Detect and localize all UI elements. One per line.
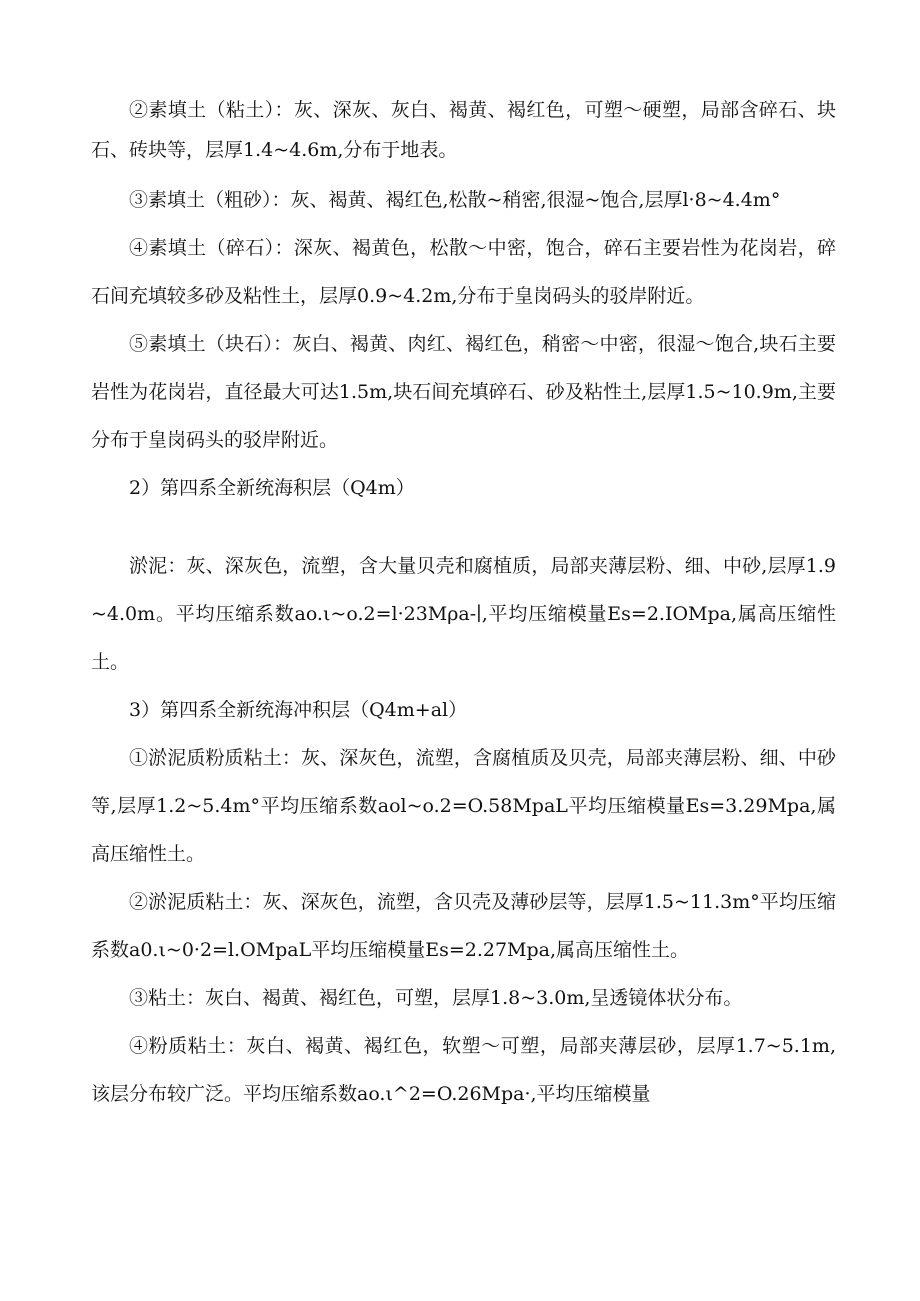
- paragraph-silty-clay-mucky: ①淤泥质粉质粘土：灰、深灰色，流塑，含腐植质及贝壳，局部夹薄层粉、细、中砂等,层厚1.2~5.4m°平均压缩系数aol~o.2=O.58MpaL平均压缩模量Es=3.29Mpa,属高压缩性土。: [91, 747, 836, 865]
- paragraph-fill-boulder: ⑤素填土（块石）：灰白、褐黄、肉红、褐红色，稍密～中密，很湿～饱合,块石主要岩性为花岗岩，直径最大可达1.5m,块石间充填碎石、砂及粘性土,层厚1.5~10.9m,主要分布于皇岗码头的驳岸附近。: [91, 333, 836, 451]
- section-heading-marine-alluvial-deposit: 3）第四系全新统海冲积层（Q4m+al）: [129, 699, 468, 721]
- paragraph-silt: 淤泥：灰、深灰色，流塑，含大量贝壳和腐植质，局部夹薄层粉、细、中砂,层厚1.9~4.0m。平均压缩系数ao.ι~o.2=l·23Mρa-∣,平均压缩模量Es=2.IOMpa,属高压缩性土。: [91, 555, 836, 673]
- paragraph-mucky-clay: ②淤泥质粘土：灰、深灰色，流塑，含贝壳及薄砂层等，层厚1.5~11.3m°平均压缩系数a0.ι~0·2=l.OMpaL平均压缩模量Es=2.27Mpa,属高压缩性土。: [91, 891, 836, 961]
- paragraph-fill-gravel: ④素填土（碎石）：深灰、褐黄色，松散～中密，饱合，碎石主要岩性为花岗岩，碎石间充填较多砂及粘性土，层厚0.9~4.2m,分布于皇岗码头的驳岸附近。: [91, 237, 836, 307]
- paragraph-fill-clay: ②素填土（粘土）：灰、深灰、灰白、褐黄、褐红色，可塑～硬塑，局部含碎石、块石、砖块等，层厚1.4~4.6m,分布于地表。: [91, 99, 836, 161]
- document-body: [91, 90, 836, 1118]
- section-heading-marine-deposit: 2）第四系全新统海积层（Q4m）: [129, 477, 415, 499]
- paragraph-silty-clay: ④粉质粘土：灰白、褐黄、褐红色，软塑～可塑，局部夹薄层砂，层厚1.7~5.1m,该层分布较广泛。平均压缩系数ao.ι^2=O.26Mpa·,平均压缩模量: [91, 1035, 836, 1105]
- paragraph-clay: ③粘土：灰白、褐黄、褐红色，可塑，层厚1.8~3.0m,呈透镜体状分布。: [129, 987, 743, 1009]
- paragraph-fill-coarse-sand: ③素填土（粗砂）：灰、褐黄、褐红色,松散~稍密,很湿~饱合,层厚l·8~4.4m°: [129, 189, 781, 211]
